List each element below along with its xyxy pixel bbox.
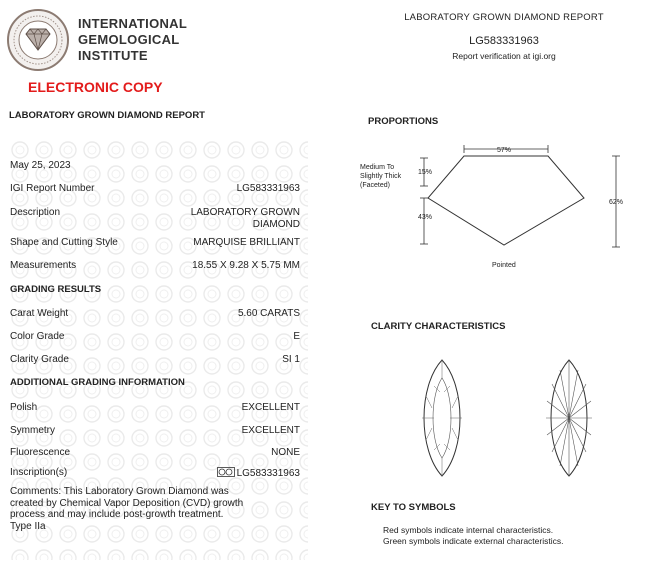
report-type-header: LABORATORY GROWN DIAMOND REPORT — [404, 12, 604, 23]
clarity-plots — [400, 356, 610, 480]
comments-line-2: created by Chemical Vapor Deposition (CVD) growth — [10, 497, 244, 509]
igi-seal-logo — [6, 8, 70, 72]
crown-view-marquise — [422, 360, 462, 476]
color-label: Color Grade — [10, 331, 65, 342]
girdle-line-3: (Faceted) — [360, 182, 390, 189]
measurements-value: 18.55 X 9.28 X 5.75 MM — [192, 260, 300, 271]
igi-inscription-icon — [217, 467, 235, 477]
symmetry-label: Symmetry — [10, 425, 55, 436]
total-depth-percent: 62% — [609, 199, 624, 206]
additional-info-heading: ADDITIONAL GRADING INFORMATION — [10, 377, 185, 388]
description-value — [191, 207, 300, 231]
electronic-copy-label: ELECTRONIC COPY — [28, 79, 163, 95]
proportions-heading: PROPORTIONS — [368, 116, 439, 127]
girdle-line-2: Slightly Thick — [360, 173, 402, 180]
comments — [10, 486, 300, 532]
report-number-label: IGI Report Number — [10, 183, 95, 194]
grading-results-heading: GRADING RESULTS — [10, 284, 102, 295]
comments-line-3: process and may include post-growth treatment. — [10, 509, 224, 520]
left-report-title: LABORATORY GROWN DIAMOND REPORT — [9, 110, 205, 121]
description-value-line-1: LABORATORY GROWN — [190, 207, 300, 218]
carat-value: 5.60 CARATS — [237, 308, 300, 319]
org-line-1: INTERNATIONAL — [78, 16, 188, 31]
report-number-value: LG583331963 — [236, 183, 300, 194]
polish-value: EXCELLENT — [241, 402, 300, 413]
comments-line-4: Type IIa — [10, 520, 46, 532]
description-value-line-2: DIAMOND — [252, 219, 300, 230]
carat-label: Carat Weight — [10, 308, 69, 319]
color-value: E — [293, 331, 300, 342]
description-label: Description — [10, 207, 61, 218]
pavilion-percent: 43% — [418, 214, 433, 221]
clarity-characteristics-heading: CLARITY CHARACTERISTICS — [371, 321, 506, 332]
key-red-symbols: Red symbols indicate internal characteristics. — [383, 525, 554, 535]
clarity-value: SI 1 — [282, 354, 300, 365]
comments-line-1: Comments: This Laboratory Grown Diamond was — [10, 486, 229, 497]
fluorescence-value: NONE — [271, 447, 300, 458]
measurements-label: Measurements — [10, 260, 77, 271]
shape-label: Shape and Cutting Style — [10, 237, 118, 248]
diamond-profile-outline — [428, 156, 584, 245]
key-to-symbols-heading: KEY TO SYMBOLS — [371, 502, 456, 513]
symmetry-value: EXCELLENT — [241, 425, 300, 436]
girdle-line-1: Medium To — [360, 164, 395, 171]
fluorescence-label: Fluorescence — [10, 447, 71, 458]
report-verification-link[interactable]: Report verification at igi.org — [452, 51, 556, 61]
pavilion-view-marquise — [546, 360, 592, 476]
report-date: May 25, 2023 — [10, 160, 71, 171]
proportions-diagram — [356, 140, 646, 275]
inscription-value: LG583331963 — [236, 468, 300, 479]
crown-percent: 15% — [418, 169, 433, 176]
shape-value: MARQUISE BRILLIANT — [193, 237, 300, 248]
org-line-3: INSTITUTE — [78, 48, 148, 63]
inscription-value-group — [217, 467, 300, 479]
key-green-symbols: Green symbols indicate external characteristics. — [383, 536, 564, 546]
organization-name — [78, 16, 187, 64]
org-line-2: GEMOLOGICAL — [78, 32, 180, 47]
inscription-label: Inscription(s) — [10, 467, 68, 478]
polish-label: Polish — [10, 402, 38, 413]
table-percent: 57% — [497, 147, 512, 154]
report-number-header: LG583331963 — [469, 35, 539, 47]
clarity-label: Clarity Grade — [10, 354, 69, 365]
culet-label: Pointed — [492, 262, 516, 269]
